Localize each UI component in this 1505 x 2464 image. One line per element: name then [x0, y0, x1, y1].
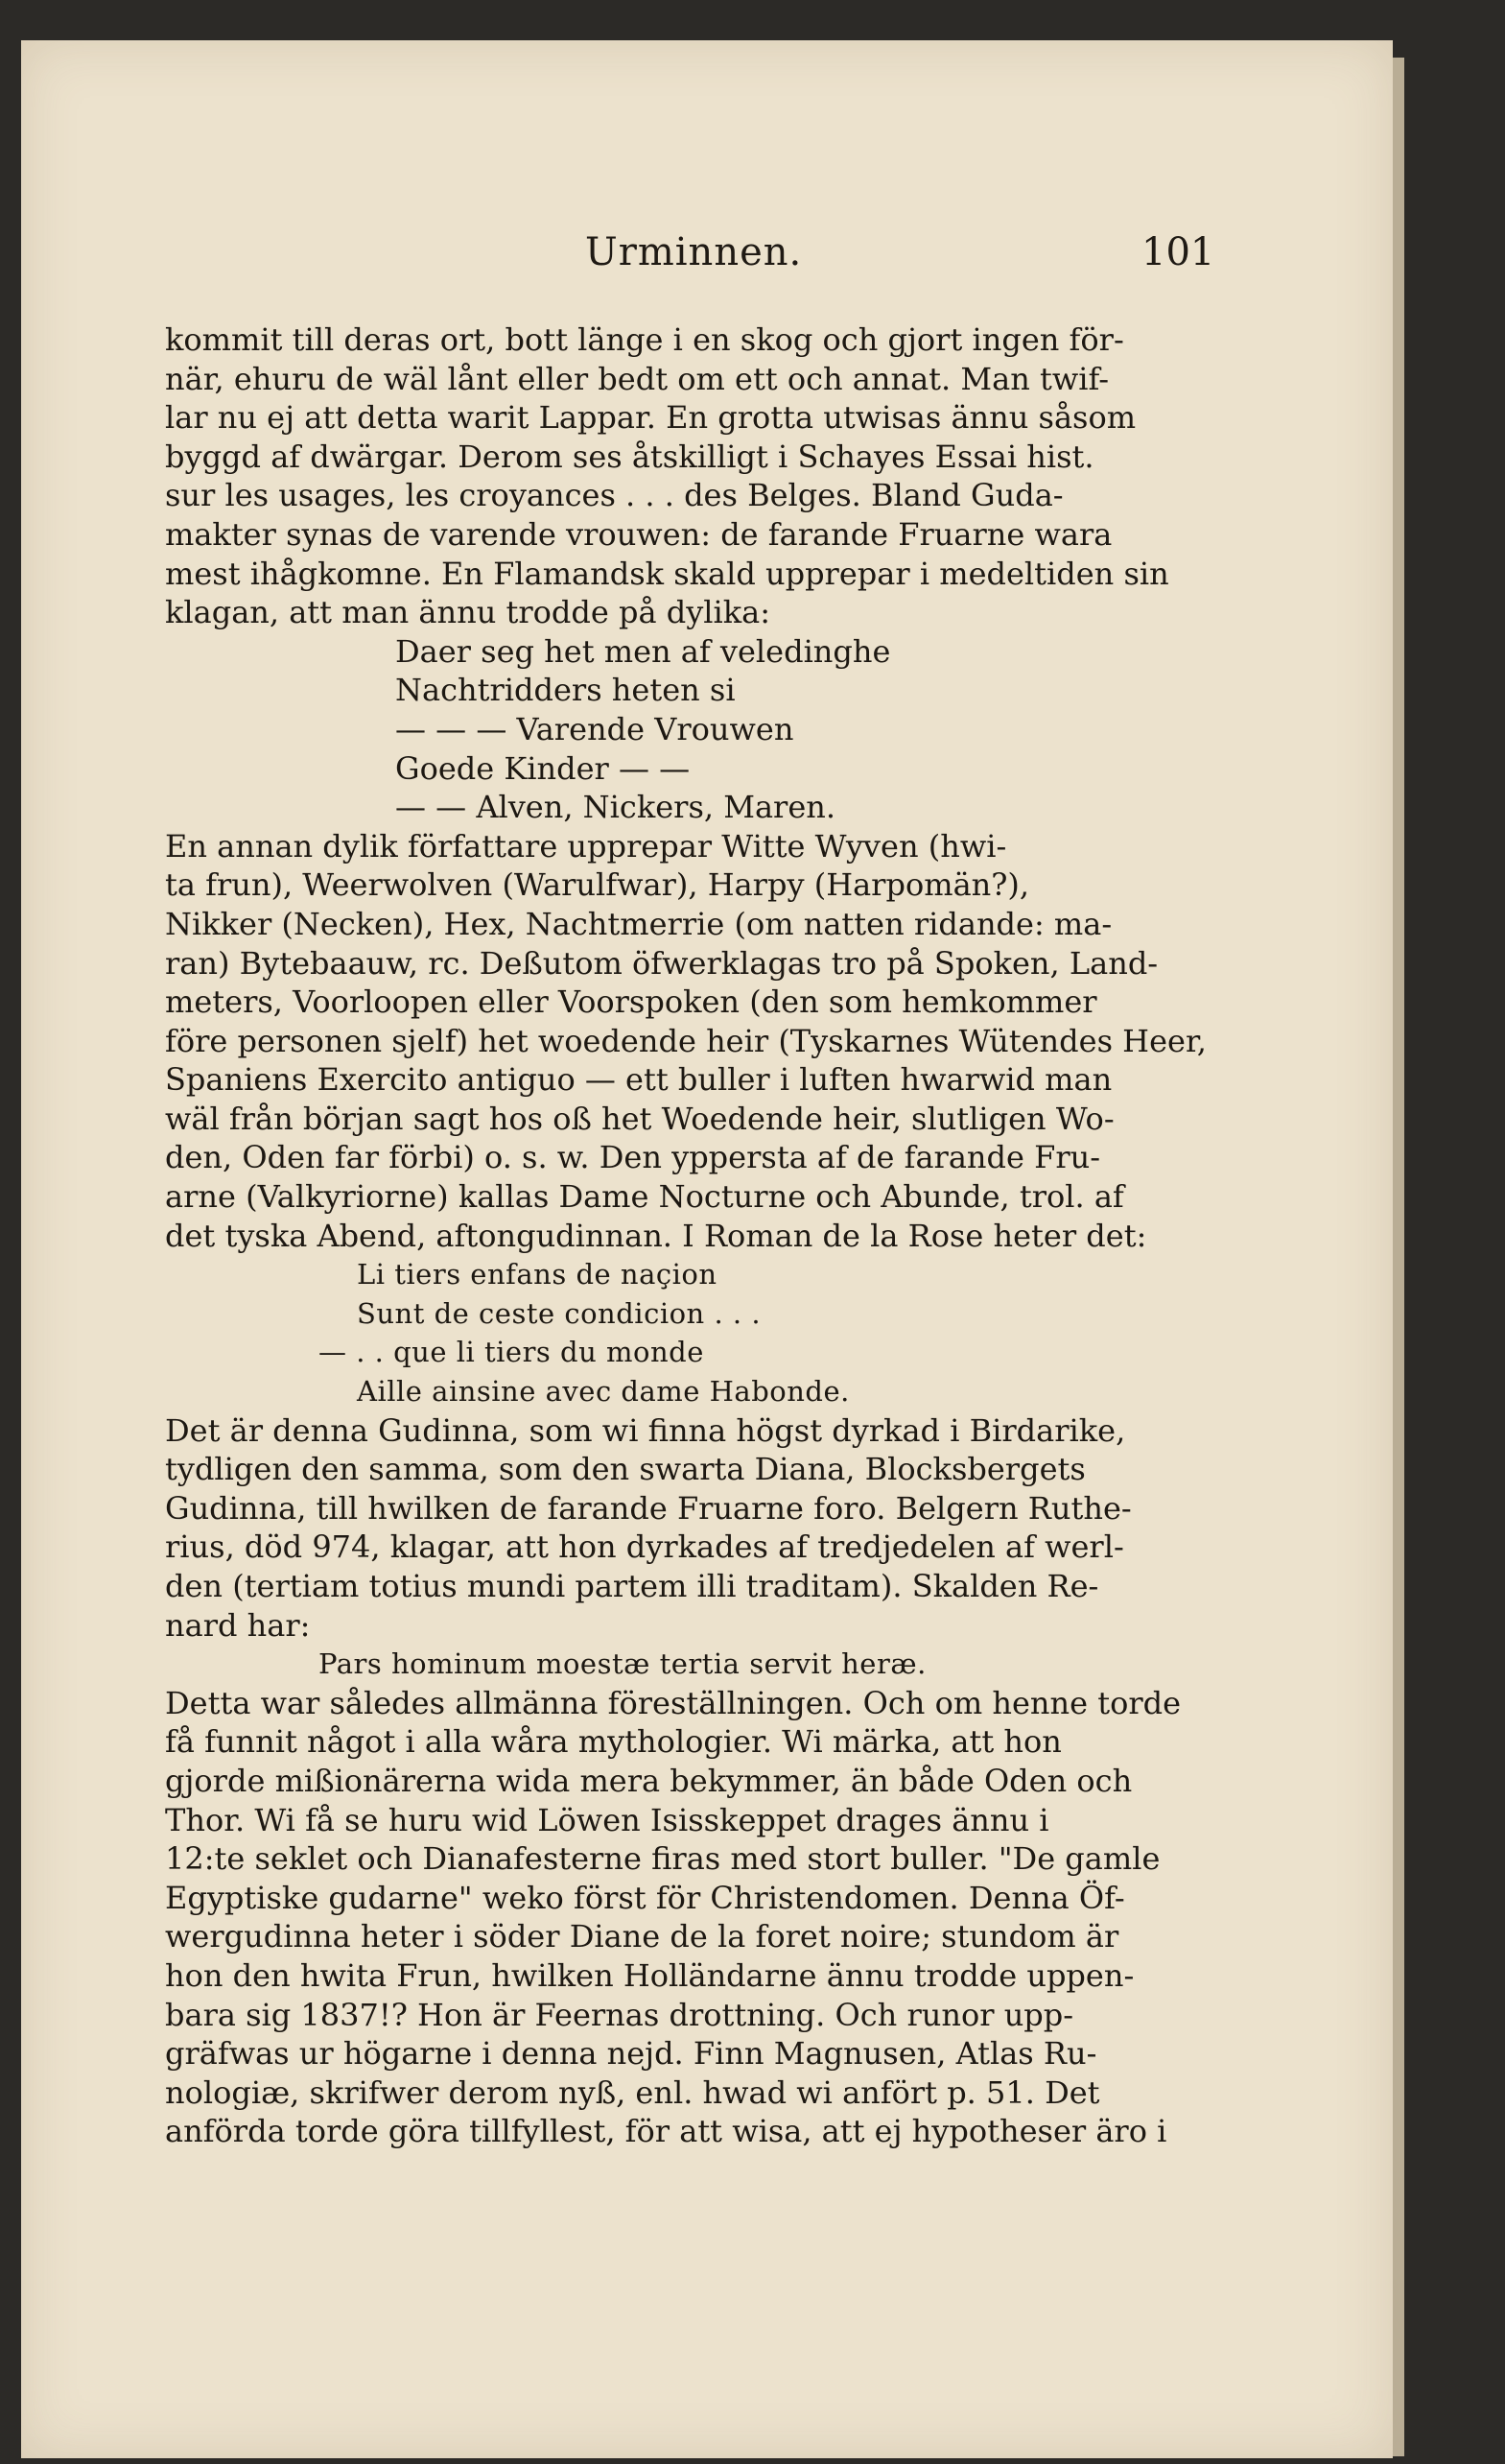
text-line: wäl från början sagt hos oß het Woedende heir, slutligen Wo-: [165, 1100, 1115, 1137]
text-line: få funnit något i alla wåra mythologier. Wi märka, att hon: [165, 1723, 1062, 1761]
text-line: nologiæ, skrifwer derom nyß, enl. hwad wi anfört p. 51. Det: [165, 2073, 1100, 2111]
text-line: den, Oden far förbi) o. s. w. Den yppersta af de farande Fru-: [165, 1139, 1101, 1176]
text-line: arne (Valkyriorne) kallas Dame Nocturne och Abunde, trol. af: [165, 1178, 1124, 1216]
quote-line: — — Alven, Nickers, Maren.: [395, 789, 836, 826]
text-line: klagan, att man ännu trodde på dylika:: [165, 594, 770, 631]
page-number: 101: [1141, 230, 1215, 274]
text-line: Nikker (Necken), Hex, Nachtmerrie (om natten ridande: ma-: [165, 905, 1113, 942]
page-header: [21, 230, 1393, 288]
book-page: [21, 40, 1393, 2458]
text-line: Spaniens Exercito antiguo — ett buller i luften hwarwid man: [165, 1061, 1113, 1099]
text-line: anförda torde göra tillfyllest, för att wisa, att ej hypotheser äro i: [165, 2113, 1167, 2150]
text-line: Det är denna Gudinna, som wi finna högst dyrkad i Birdarike,: [165, 1411, 1126, 1449]
text-line: Egyptiske gudarne" weko först för Christendomen. Denna Öf-: [165, 1879, 1125, 1916]
text-line: Thor. Wi få se huru wid Löwen Isisskeppet drages ännu i: [165, 1801, 1049, 1838]
body-text: [165, 320, 1245, 2151]
text-line: Detta war således allmänna föreställningen. Och om henne torde: [165, 1684, 1182, 1721]
text-line: tydligen den samma, som den swarta Diana, Blocksbergets: [165, 1451, 1086, 1488]
quote-line: Daer seg het men af veledinghe: [395, 632, 891, 670]
text-line: kommit till deras ort, bott länge i en skog och gjort ingen för-: [165, 321, 1124, 358]
text-line: meters, Voorloopen eller Voorspoken (den som hemkommer: [165, 983, 1097, 1021]
quote-line: Nachtridders heten si: [395, 672, 736, 709]
text-line: wergudinna heter i söder Diane de la foret noire; stundom är: [165, 1918, 1119, 1955]
text-line: ta frun), Weerwolven (Warulfwar), Harpy (Harpomän?),: [165, 866, 1030, 904]
text-line: när, ehuru de wäl lånt eller bedt om ett och annat. Man twif-: [165, 360, 1109, 397]
text-line: före personen sjelf) het woedende heir (Tyskarnes Wütendes Heer,: [165, 1022, 1207, 1059]
text-line: makter synas de varende vrouwen: de farande Fruarne wara: [165, 515, 1113, 553]
verse-line: Li tiers enfans de naçion: [357, 1258, 717, 1291]
verse-line: Sunt de ceste condicion . . .: [357, 1296, 762, 1330]
verse-line: Pars hominum moestæ tertia servit heræ.: [318, 1647, 927, 1681]
verse-line: Aille ainsine avec dame Habonde.: [357, 1375, 850, 1409]
text-line: 12:te seklet och Dianafesterne firas med stort buller. "De gamle: [165, 1840, 1161, 1878]
text-line: ran) Bytebaauw, rc. Deßutom öfwerklagas tro på Spoken, Land-: [165, 944, 1159, 982]
text-line: gräfwas ur högarne i denna nejd. Finn Magnusen, Atlas Ru-: [165, 2035, 1097, 2073]
text-line: rius, död 974, klagar, att hon dyrkades af tredjedelen af werl-: [165, 1528, 1124, 1566]
text-line: En annan dylik författare upprepar Witte Wyven (hwi-: [165, 827, 1007, 865]
text-line: byggd af dwärgar. Derom ses åtskilligt i Schayes Essai hist.: [165, 438, 1094, 475]
text-line: lar nu ej att detta warit Lappar. En grotta utwisas ännu såsom: [165, 399, 1137, 437]
text-line: sur les usages, les croyances . . . des Belges. Bland Guda-: [165, 477, 1064, 514]
text-line: gjorde mißionärerna wida mera bekymmer, än både Oden och: [165, 1762, 1133, 1799]
quote-line: — — — Varende Vrouwen: [395, 710, 794, 747]
text-line: bara sig 1837!? Hon är Feernas drottning. Och runor upp-: [165, 1996, 1074, 2033]
text-line: nard har:: [165, 1606, 311, 1644]
quote-line: Goede Kinder — —: [395, 749, 691, 787]
text-line: hon den hwita Frun, hwilken Holländarne ännu trodde uppen-: [165, 1956, 1135, 1994]
text-line: den (tertiam totius mundi partem illi traditam). Skalden Re-: [165, 1568, 1099, 1604]
text-line: Gudinna, till hwilken de farande Fruarne foro. Belgern Ruthe-: [165, 1489, 1132, 1527]
text-line: det tyska Abend, aftongudinnan. I Roman de la Rose heter det:: [165, 1217, 1147, 1254]
verse-line: — . . que li tiers du monde: [318, 1336, 704, 1369]
running-title: Urminnen.: [585, 230, 803, 274]
page-edge: [1393, 58, 1404, 2456]
text-line: mest ihågkomne. En Flamandsk skald upprepar i medeltiden sin: [165, 555, 1169, 592]
